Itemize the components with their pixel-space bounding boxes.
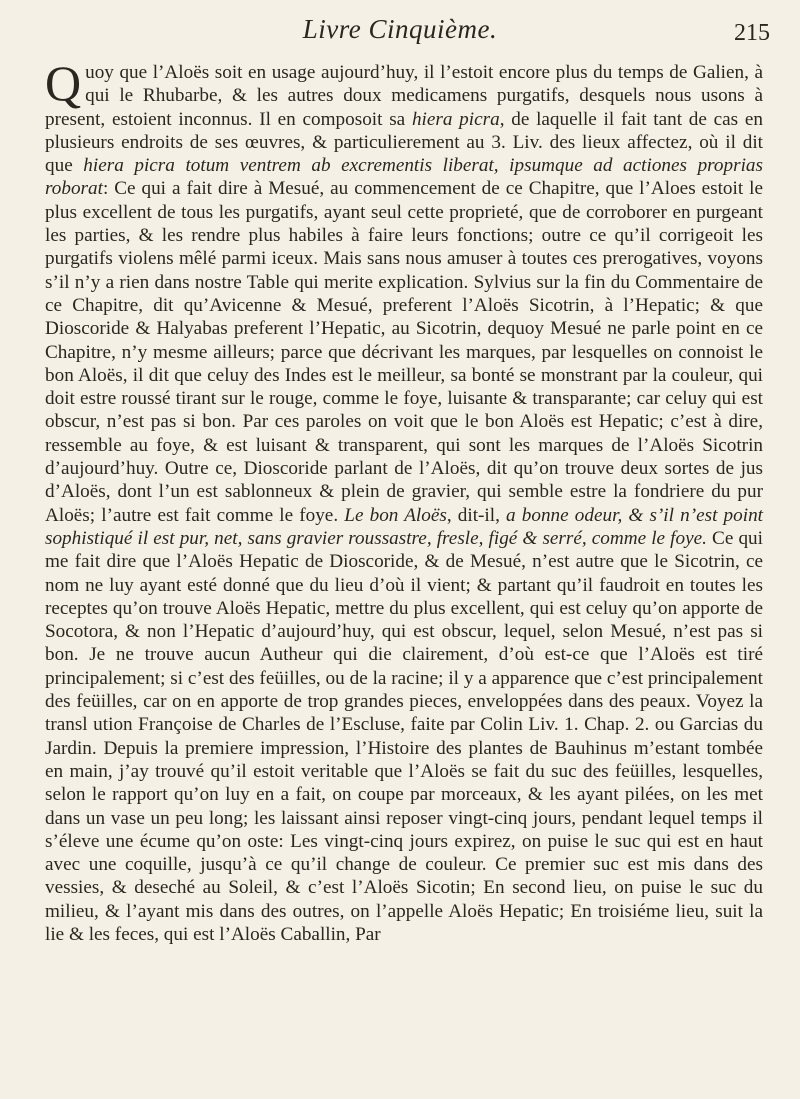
text-segment: : Ce qui a fait dire à Mesué, au commencement de ce Chapitre, que l’Aloes estoit le plus excellent de tous les purgatifs, ayant seul cette proprieté, que de corroborer en purgeant les parties, & les rendre plus habiles à faire leurs fonctions; outre ce qu’il corrigeoit les purgatifs violens mêlé parmi iceux. Mais sans nous amuser à toutes ces prerogatives, voyons s’il n’y a rien dans nostre Table qui merite explication. Sylvius sur la fin du Commentaire de ce Chapitre, dit qu’Avicenne & Mesué, preferent l’Aloës Sicotrin, à l’Hepatic; & que Dioscoride & Halyabas preferent l’Hepatic, au Sicotrin, dequoy Mesué ne parle point en ce Chapitre, n’y mesme ailleurs; parce que décrivant les marques, par lesquelles on connoist le bon Aloës, il dit que celuy des Indes est le meilleur, sa bonté se monstrant par la couleur, qui doit estre roussé tirant sur le rouge, comme le foye, luisante & transparante; car celuy qui est obscur, n’est pas si bon. Par ces paroles on voit que le bon Aloës est Hepatic; c’est à dire, ressemble au foye, & est luisant & transparent, qui sont les marques de l’Aloës Sicotrin d’aujourd’huy. Outre ce, Dioscoride parlant de l’Aloës, dit qu’on trouve deux sortes de jus d’Aloës, dont l’un est sablonneux & plein de gravier, qui semble estre la fondriere du pur Aloës; l’autre est fait comme le foye. bbox=[45, 178, 763, 526]
paragraph bbox=[45, 55, 763, 946]
running-head bbox=[0, 14, 800, 54]
italic-text-segment: hiera picra totum ventrem ab excrementis liberat, ipsumque ad actiones proprias roborat bbox=[45, 155, 763, 200]
text-segment: , dit-il, bbox=[446, 504, 507, 526]
italic-text-segment: Le bon Aloës bbox=[344, 504, 447, 526]
running-title: Livre Cinquième. bbox=[302, 14, 498, 44]
italic-text-segment: a bonne odeur, & s’il n’est point sophistiqué il est pur, net, sans gravier roussastre, fresle, figé & serré, comme le foye. bbox=[45, 504, 763, 549]
page-number: 215 bbox=[734, 20, 770, 46]
text-segment: , de laquelle il fait tant de cas en plusieurs endroits de ses œuvres, & particulierement au 3. Liv. des lieux affectez, où il dit que bbox=[45, 108, 763, 177]
drop-cap: Q bbox=[45, 55, 82, 111]
italic-text-segment: hiera picra bbox=[411, 108, 500, 130]
body-text bbox=[45, 55, 763, 946]
text-segment: Ce qui me fait dire que l’Aloës Hepatic de Dioscoride, & de Mesué, n’est autre que le Sicotrin, ce nom ne luy ayant esté donné que du lieu d’où il vient; & partant qu’il faudroit en toutes les receptes qu’on trouve Aloës Hepatic, mettre du plus excellent, qui est celuy qu’on apporte de Socotora, & non l’Hepatic d’aujourd’huy, qui est obscur, lequel, selon Mesué, n’est pas si bon. Je ne trouve aucun Autheur qui die clairement, d’où est-ce que l’Aloës est tiré principalement; si c’est des feüilles, ou de la racine; il y a apparence que c’est principalement des feüilles, car on en apporte de trop grandes pieces, enveloppées dans des peaux. Voyez la transl ution Françoise de Charles de l’Escluse, faite par Colin Liv. 1. Chap. 2. ou Garcias du Jardin. Depuis la premiere impression, l’Histoire des plantes de Bauhinus m’estant tombée en main, j’ay trouvé qu’il estoit veritable que l’Aloës se fait du suc des feüilles, lesquelles, selon le rapport qu’on luy en a fait, on coupe par morceaux, & les ayant pilées, on les met dans un vase un peu long; les laissant ainsi reposer vingt-cinq jours, pendant lequel temps il s’éleve une écume qu’on oste: Les vingt-cinq jours expirez, on puise le suc qui est en haut avec une coquille, jusqu’à ce qu’il change de couleur. Ce premier suc est mis dans des vessies, & deseché au Soleil, & c’est l’Aloës Sicotin; En second lieu, on puise le suc du milieu, & l’ayant mis dans des outres, on l’appelle Aloës Hepatic; En troisiéme lieu, suit la lie & les feces, qui est l’Aloës Caballin, Par bbox=[45, 527, 763, 945]
text-segment: uoy que l’Aloës soit en usage aujourd’huy, il l’estoit encore plus du temps de Galien, à qui le Rhubarbe, & les autres doux medicamens purgatifs, desquels nous usons à present, estoient inconnus. Il en composoit sa bbox=[45, 62, 763, 130]
